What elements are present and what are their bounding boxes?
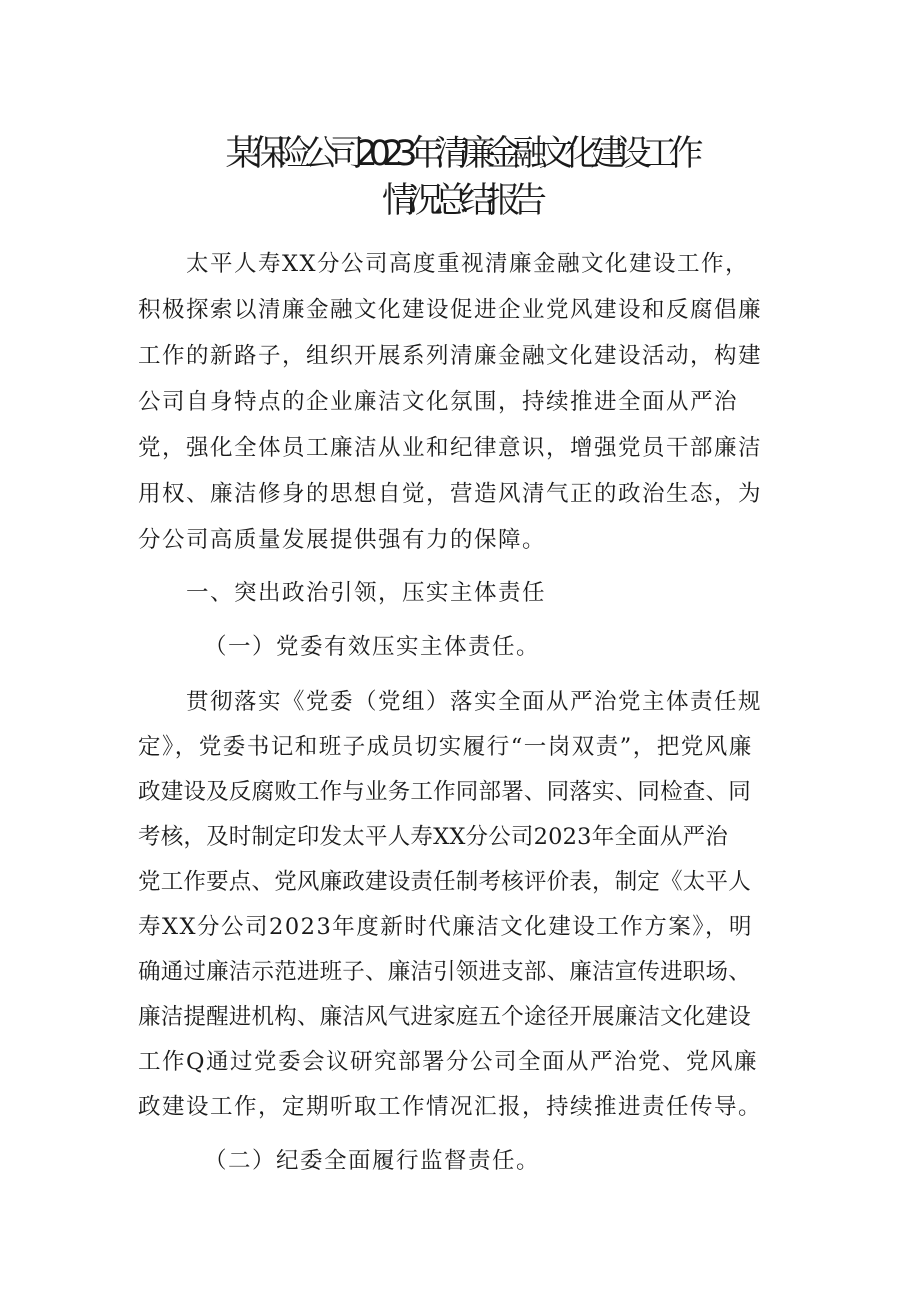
paragraph-line: 工作的新路子，组织开展系列清廉金融文化建设活动，构建: [138, 343, 763, 369]
paragraph-line: 廉洁提醒进机构、廉洁风气进家庭五个途径开展廉洁文化建设: [138, 1004, 751, 1030]
paragraph-line: 考核，及时制定印发太平人寿XX分公司2023年全面从严治: [138, 824, 728, 850]
document-title-line-2: 情况总结报告: [381, 181, 538, 221]
subsection-heading: （二）纪委全面履行监督责任。: [204, 1148, 541, 1174]
paragraph-line: 确通过廉洁示范进班子、廉洁引领进支部、廉洁宣传进职场、: [138, 959, 751, 985]
paragraph-line: 太平人寿XX分公司高度重视清廉金融文化建设工作，: [186, 251, 750, 277]
paragraph-line: 定》，党委书记和班子成员切实履行“一岗双责”，把党风廉: [138, 734, 753, 760]
paragraph-line: 公司自身特点的企业廉洁文化氛围，持续推进全面从严治: [138, 389, 739, 415]
paragraph-line: 党，强化全体员工廉洁从业和纪律意识，增强党员干部廉洁: [138, 435, 763, 461]
paragraph-line: 政建设及反腐败工作与业务工作同部署、同落实、同检查、同: [138, 779, 751, 805]
paragraph-line: 分公司高质量发展提供强有力的保障。: [138, 527, 547, 553]
paragraph-line: 寿XX分公司2023年度新时代廉洁文化建设工作方案》，明: [138, 914, 754, 940]
section-heading: 一、突出政治引领，压实主体责任: [186, 580, 547, 606]
paragraph-line: 积极探索以清廉金融文化建设促进企业党风建设和反腐倡廉: [138, 297, 763, 323]
paragraph-line: 政建设工作，定期听取工作情况汇报，持续推进责任传导。: [138, 1094, 763, 1120]
paragraph-line: 贯彻落实《党委（党组）落实全面从严治党主体责任规: [186, 689, 763, 715]
paragraph-line: 工作Q通过党委会议研究部署分公司全面从严治党、党风廉: [138, 1049, 758, 1075]
subsection-heading: （一）党委有效压实主体责任。: [204, 634, 541, 660]
document-title-line-1: 某保险公司2023年清廉金融文化建设工作: [225, 134, 695, 174]
paragraph-line: 党工作要点、党风廉政建设责任制考核评价表，制定《太平人: [138, 869, 751, 895]
paragraph-line: 用权、廉洁修身的思想自觉，营造风清气正的政治生态，为: [138, 481, 763, 507]
